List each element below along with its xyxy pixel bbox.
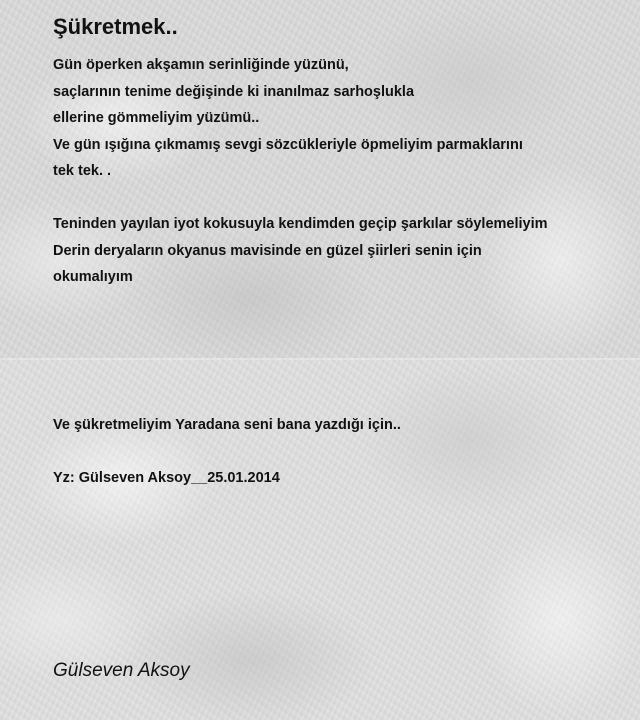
- poem-title: Şükretmek..: [53, 14, 178, 39]
- stanza-gap: [53, 185, 548, 212]
- poem-line: Teninden yayılan iyot kokusuyla kendimden geçip şarkılar söylemeliyim: [53, 216, 548, 232]
- poem-line: okumalıyım: [53, 269, 133, 285]
- poem-line: Ve gün ışığına çıkmamış sevgi sözcükleriyle öpmeliyim parmaklarını: [53, 136, 523, 153]
- poem-line: Gün öperken akşamın serinliğinde yüzünü,: [53, 57, 349, 73]
- poem-line: saçlarının tenime değişinde ki inanılmaz sarhoşlukla: [53, 83, 415, 100]
- poem-line: Derin deryaların okyanus mavisinde en güzel şiirleri senin için: [53, 242, 482, 259]
- poem-signature-line: Yz: Gülseven Aksoy__25.01.2014: [53, 470, 280, 486]
- author-name: Gülseven Aksoy: [53, 660, 190, 681]
- poem-line: ellerine gömmeliyim yüzümü..: [53, 110, 260, 126]
- poem-line: tek tek. .: [53, 163, 112, 179]
- poem-body-bottom: [53, 412, 401, 492]
- poem-line: Ve şükretmeliyim Yaradana seni bana yazdığı için..: [53, 417, 401, 433]
- poem-body-top: [53, 52, 548, 291]
- stanza-gap: [53, 439, 401, 466]
